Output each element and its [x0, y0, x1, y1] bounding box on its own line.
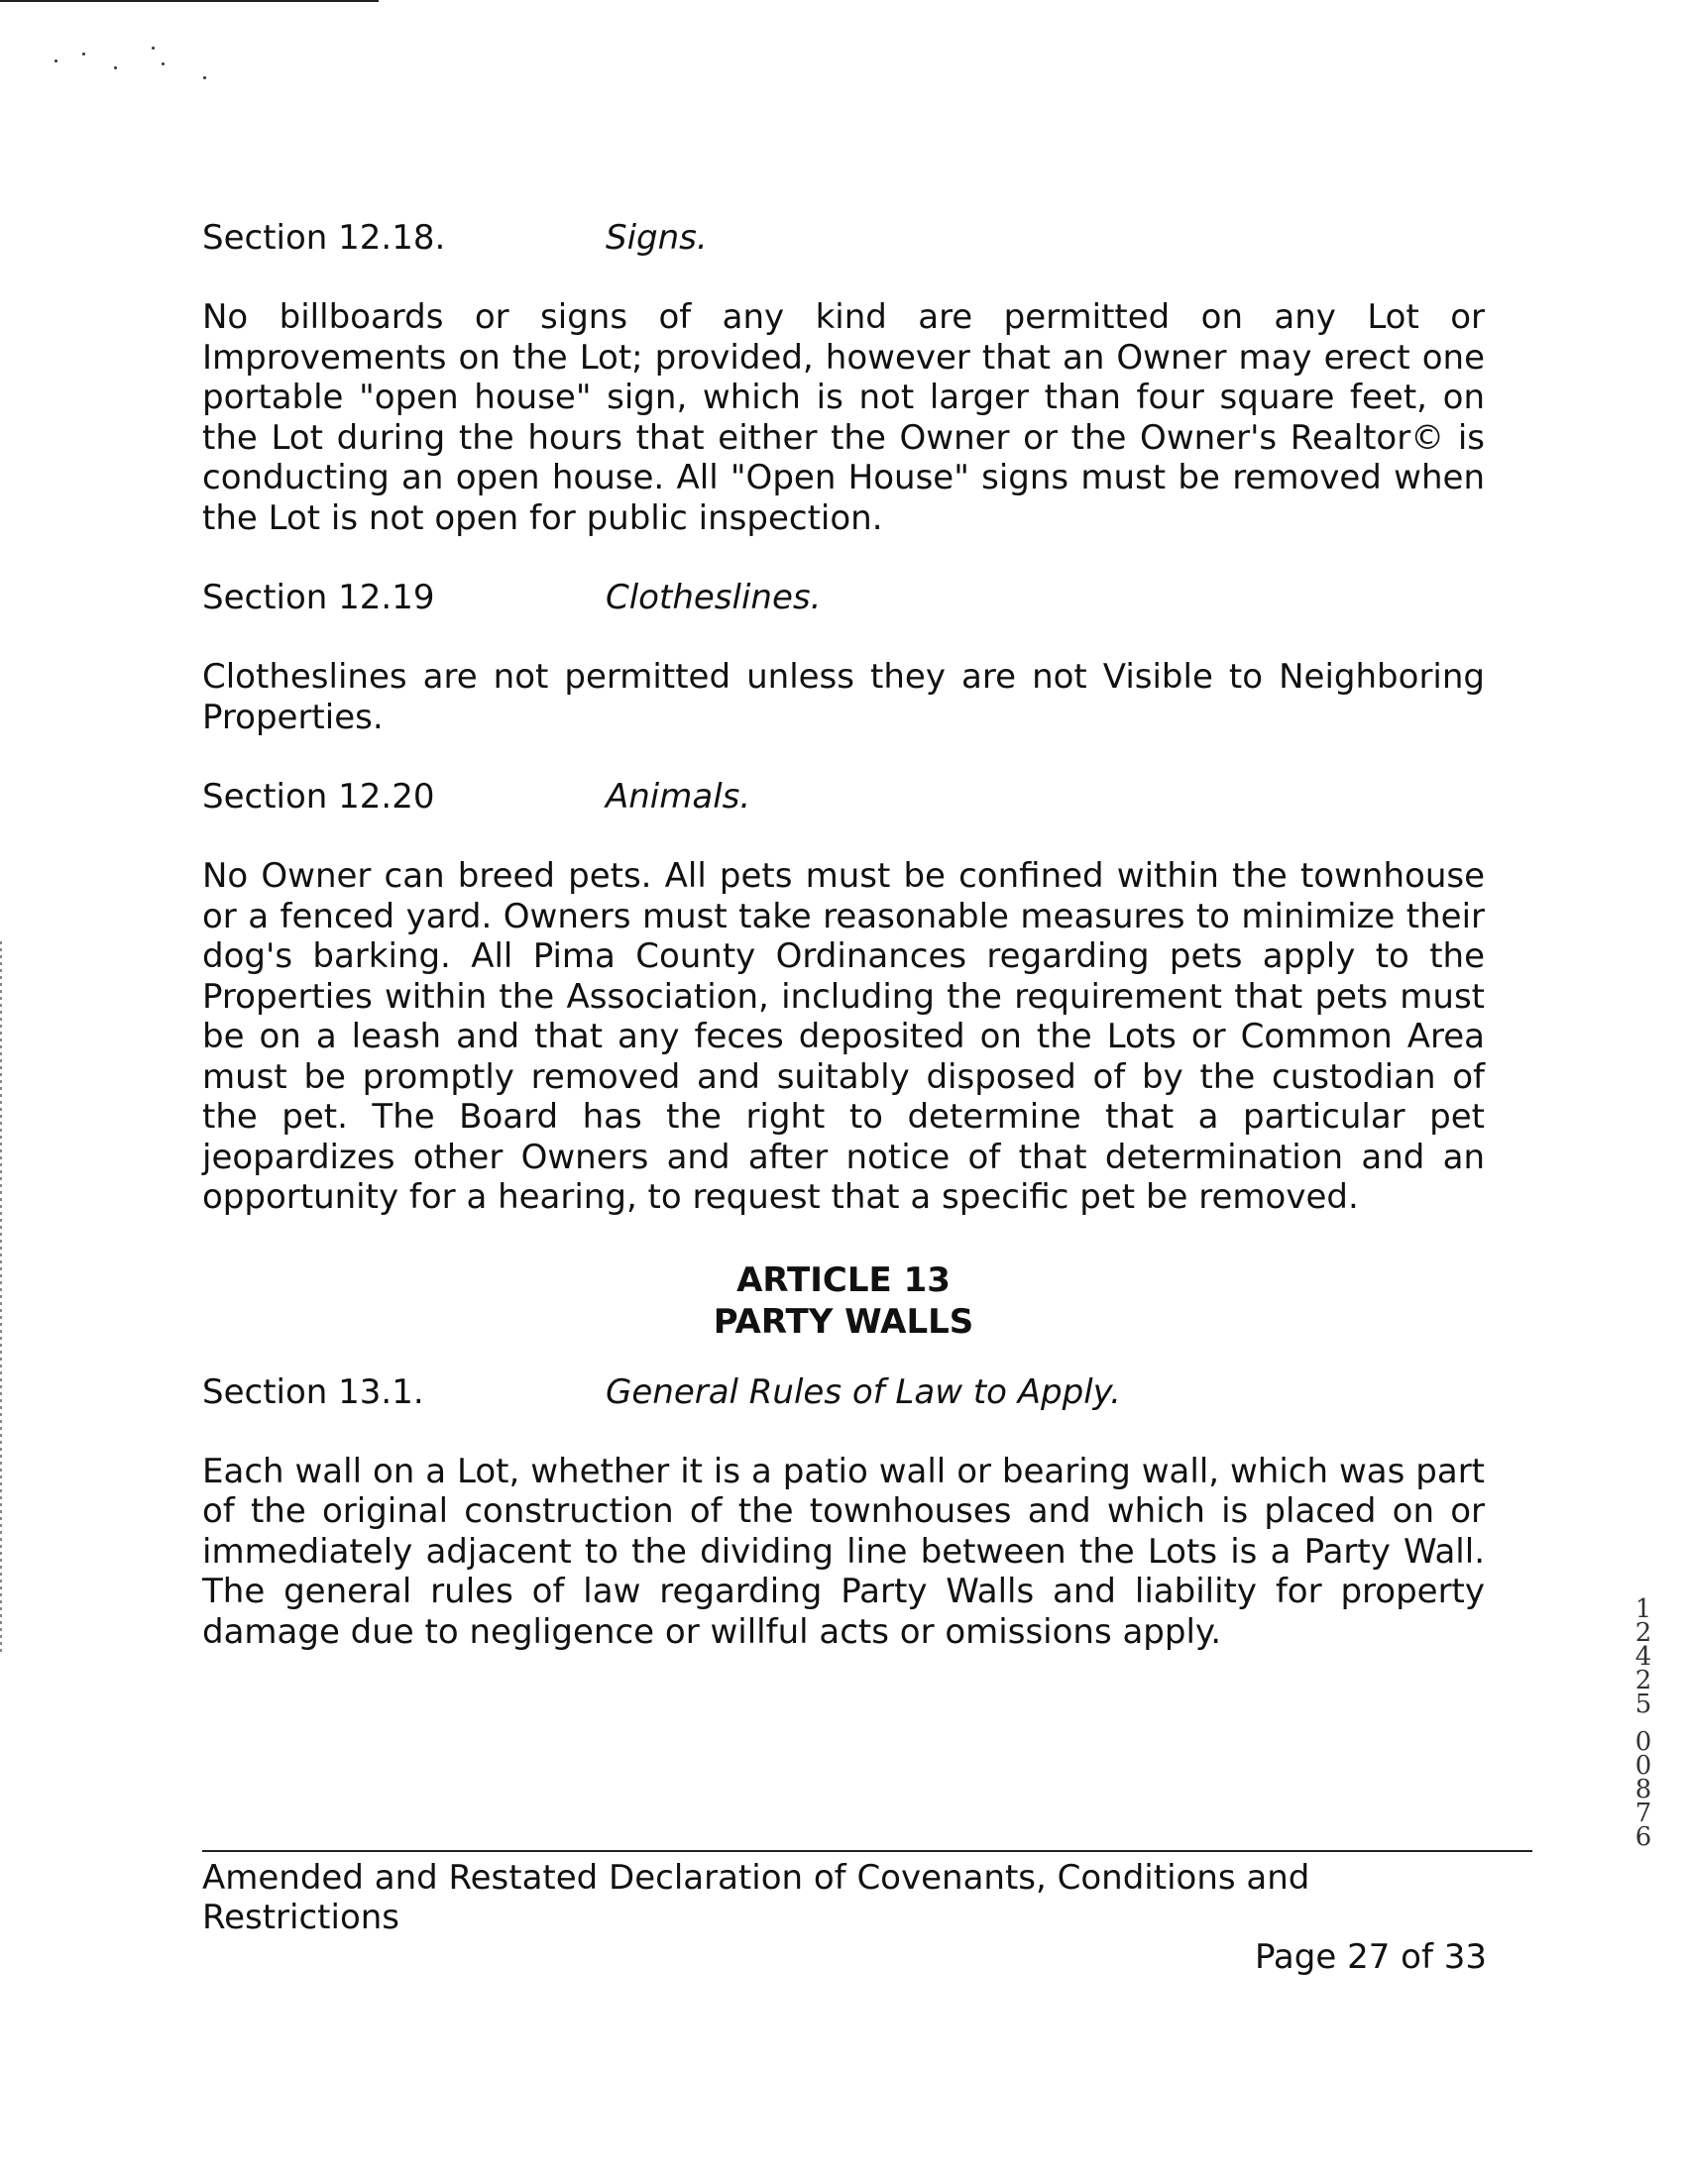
page-number: Page 27 of 33: [1254, 1937, 1487, 1977]
section-12-20-heading: [202, 777, 1485, 817]
scan-specks: [55, 45, 213, 94]
section-12-18-heading: [202, 218, 1485, 258]
scan-top-rule: [0, 0, 379, 2]
document-body: [202, 218, 1485, 1652]
section-13-1-heading: [202, 1372, 1485, 1412]
page-footer: [202, 1858, 1487, 1977]
section-number: Section 12.20: [202, 777, 435, 817]
stamp-line-1: 12425: [1634, 1594, 1652, 1719]
section-title: Signs.: [606, 218, 708, 258]
section-title: Animals.: [606, 777, 751, 817]
article-number: ARTICLE 13: [736, 1259, 951, 1300]
recording-stamp: [1633, 1594, 1653, 1852]
section-title: General Rules of Law to Apply.: [606, 1371, 1121, 1412]
article-title: PARTY WALLS: [713, 1301, 974, 1342]
section-12-18-body: No billboards or signs of any kind are permitted on any Lot or Improvements on the Lot; provided, however that an Owner may erect one portable "open house" sign, which is not larger than four square feet, on the Lot during the hours that either the Owner or the Owner's Realtor© is conducting an open house. All "Open House" signs must be removed when the Lot is not open for public inspection.: [202, 297, 1485, 538]
section-title: Clotheslines.: [606, 578, 822, 617]
section-13-1-body: Each wall on a Lot, whether it is a patio wall or bearing wall, which was part of the original construction of the townhouses and which is placed on or immediately adjacent to the dividing line between the Lots is a Party Wall. The general rules of law regarding Party Walls and liability for property damage due to negligence or willful acts or omissions apply.: [202, 1451, 1485, 1652]
stamp-line-2: 00876: [1634, 1727, 1652, 1852]
section-12-19-body: Clotheslines are not permitted unless they are not Visible to Neighboring Properties.: [202, 657, 1485, 737]
section-12-19-heading: [202, 578, 1485, 617]
footer-title: Amended and Restated Declaration of Covenants, Conditions and Restrictions: [202, 1858, 1310, 1937]
scan-left-edge: [0, 941, 2, 1655]
article-heading: [202, 1259, 1485, 1343]
section-number: Section 12.19: [202, 578, 435, 617]
section-number: Section 13.1.: [202, 1371, 424, 1412]
section-number: Section 12.18.: [202, 218, 446, 258]
section-12-20-body: No Owner can breed pets. All pets must be confined within the townhouse or a fenced yard. Owners must take reasonable measures to minimize their dog's barking. All Pima County Ordinances regarding pets apply to the Properties within the Association, including the requirement that pets must be on a leash and that any feces deposited on the Lots or Common Area must be promptly removed and suitably disposed of by the custodian of the pet. The Board has the right to determine that a particular pet jeopardizes other Owners and after notice of that determination and an opportunity for a hearing, to request that a specific pet be removed.: [202, 856, 1485, 1217]
footer-rule: [202, 1850, 1532, 1852]
